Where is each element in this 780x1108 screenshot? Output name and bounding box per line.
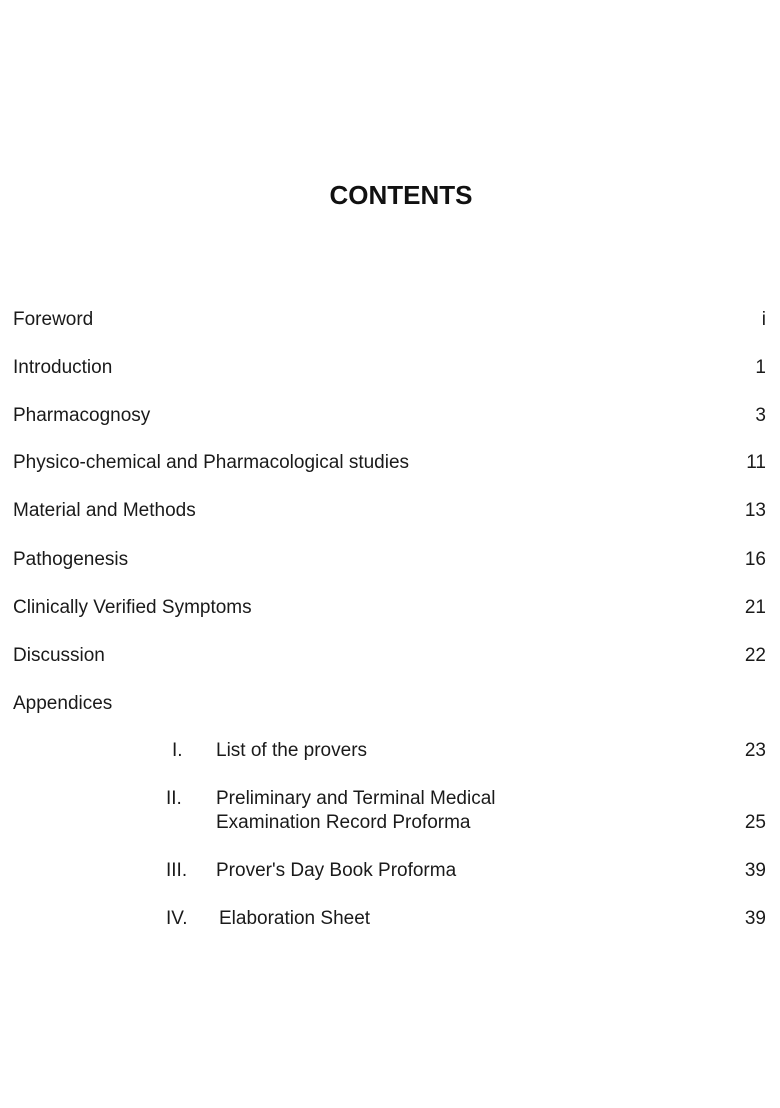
toc-entry-appendices bbox=[13, 692, 766, 716]
toc-page: 13 bbox=[744, 500, 766, 521]
toc-label: Material and Methods bbox=[13, 500, 196, 521]
toc-appendix-3 bbox=[13, 859, 766, 883]
toc-page: 23 bbox=[744, 740, 766, 761]
toc-label: Preliminary and Terminal Medical bbox=[216, 788, 496, 809]
toc-entry-introduction bbox=[13, 356, 766, 380]
toc-appendix-2 bbox=[13, 787, 766, 835]
toc-label: Foreword bbox=[13, 309, 94, 330]
appendix-number: II. bbox=[166, 788, 182, 809]
page-title: CONTENTS bbox=[329, 180, 473, 210]
toc-label: Clinically Verified Symptoms bbox=[13, 597, 252, 618]
toc-page: 39 bbox=[744, 908, 766, 929]
toc-label: Introduction bbox=[13, 357, 113, 378]
toc-page: 22 bbox=[744, 645, 766, 666]
toc-page: 21 bbox=[744, 597, 766, 618]
toc-entry-pathogenesis bbox=[13, 548, 766, 572]
toc-entry-material-methods bbox=[13, 499, 766, 523]
toc-label: Appendices bbox=[13, 693, 113, 714]
toc-label: Prover's Day Book Proforma bbox=[216, 860, 457, 881]
toc-entry-physico-chemical bbox=[13, 451, 766, 475]
appendix-number: IV. bbox=[166, 908, 188, 929]
toc-label: Elaboration Sheet bbox=[219, 908, 371, 929]
toc-entry-foreword bbox=[13, 308, 766, 332]
toc-entry-discussion bbox=[13, 644, 766, 668]
toc-page: 39 bbox=[744, 860, 766, 881]
toc-page: 3 bbox=[755, 405, 766, 426]
toc-page: 25 bbox=[744, 812, 766, 833]
toc-page: i bbox=[761, 309, 766, 330]
toc-label: List of the provers bbox=[216, 740, 368, 761]
toc-entry-pharmacognosy bbox=[13, 404, 766, 428]
appendix-number: I. bbox=[172, 740, 183, 761]
toc-label: Discussion bbox=[13, 645, 105, 666]
toc-page: 11 bbox=[746, 452, 766, 473]
toc-page: 16 bbox=[744, 549, 766, 570]
toc-label: Physico-chemical and Pharmacological studies bbox=[13, 452, 410, 473]
toc-label: Pharmacognosy bbox=[13, 405, 151, 426]
toc-label-line2: Examination Record Proforma bbox=[216, 812, 471, 833]
toc-appendix-1 bbox=[13, 739, 766, 763]
toc-appendix-4 bbox=[13, 907, 766, 931]
toc-page: 1 bbox=[755, 357, 766, 378]
toc-entry-clinically-verified bbox=[13, 596, 766, 620]
toc-label: Pathogenesis bbox=[13, 549, 129, 570]
appendix-number: III. bbox=[166, 860, 188, 881]
